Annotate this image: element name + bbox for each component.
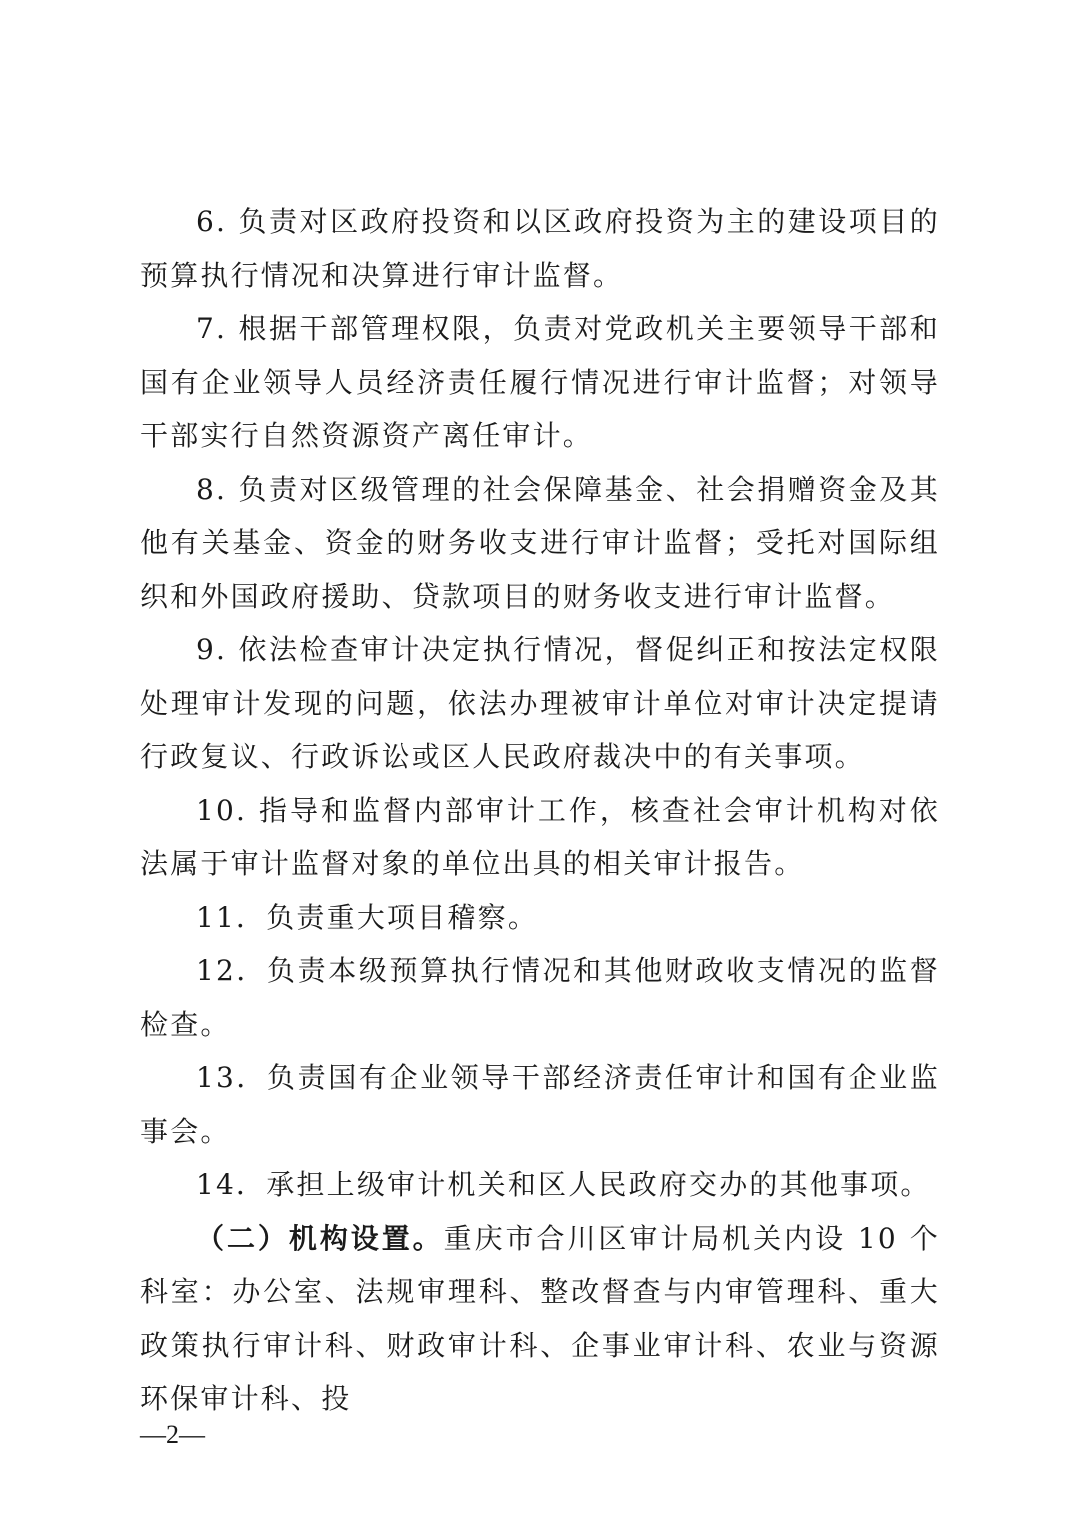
paragraph-item-6: 6. 负责对区政府投资和以区政府投资为主的建设项目的预算执行情况和决算进行审计监督。	[140, 205, 940, 292]
paragraph-item-11: 11．负责重大项目稽察。	[196, 900, 539, 934]
body-text	[140, 195, 940, 1426]
section-text: 重庆市合川区审计局机关内设 10 个科室：办公室、法规审理科、整改督查与内审管理科、重大政策执行审计科、财政审计科、企事业审计科、农业与资源环保审计科、投	[140, 1221, 940, 1415]
paragraph-item-9: 9. 依法检查审计决定执行情况，督促纠正和按法定权限处理审计发现的问题，依法办理被审计单位对审计决定提请行政复议、行政诉讼或区人民政府裁决中的有关事项。	[140, 633, 940, 773]
section-paragraph	[140, 1212, 940, 1426]
paragraph-item-14: 14．承担上级审计机关和区人民政府交办的其他事项。	[196, 1168, 931, 1201]
section-heading: （二）机构设置。	[196, 1221, 444, 1255]
paragraph-item-13: 13．负责国有企业领导干部经济责任审计和国有企业监事会。	[140, 1061, 940, 1148]
paragraph-item-8: 8. 负责对区级管理的社会保障基金、社会捐赠资金及其他有关基金、资金的财务收支进行审计监督；受托对国际组织和外国政府援助、贷款项目的财务收支进行审计监督。	[140, 472, 940, 613]
paragraph-item-12: 12．负责本级预算执行情况和其他财政收支情况的监督检查。	[140, 954, 940, 1041]
paragraph-item-7: 7. 根据干部管理权限，负责对党政机关主要领导干部和国有企业领导人员经济责任履行情况进行审计监督；对领导干部实行自然资源资产离任审计。	[140, 312, 940, 452]
paragraph-item-10: 10. 指导和监督内部审计工作，核查社会审计机构对依法属于审计监督对象的单位出具的相关审计报告。	[140, 793, 940, 880]
page-number: —2—	[140, 1420, 205, 1449]
